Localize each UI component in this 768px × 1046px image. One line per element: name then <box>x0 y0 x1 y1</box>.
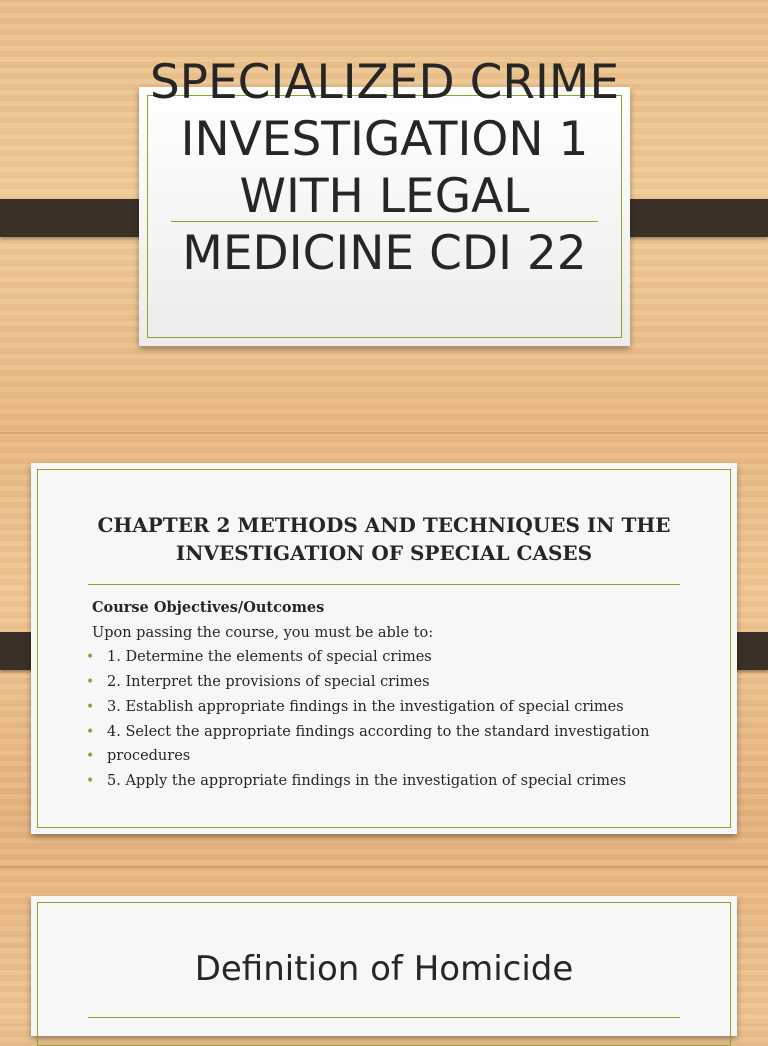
slide-2-thumbnail[interactable] <box>31 463 737 834</box>
objective-text: 5. Apply the appropriate findings in the investigation of special crimes <box>107 772 627 789</box>
slide-1-title: SPECIALIZED CRIME INVESTIGATION 1 WITH LEGAL MEDICINE CDI 22 <box>149 55 620 281</box>
objective-text: 2. Interpret the provisions of special crimes <box>107 674 430 691</box>
slide-strap-right <box>613 199 768 237</box>
slide-strap-left <box>0 199 155 237</box>
bullet-icon: • <box>86 748 95 765</box>
slide-2-heading: CHAPTER 2 METHODS AND TECHNIQUES IN THE INVESTIGATION OF SPECIAL CASES <box>97 513 671 565</box>
bullet-icon: • <box>86 674 95 691</box>
slide-3-thumbnail[interactable] <box>31 896 737 1036</box>
objective-item <box>86 744 692 769</box>
objective-item <box>86 645 692 670</box>
objectives-intro: Upon passing the course, you must be able to: <box>92 624 434 641</box>
objectives-list <box>86 645 692 793</box>
slide-3-title: Definition of Homicide <box>194 949 574 989</box>
bullet-icon: • <box>86 723 95 740</box>
objectives-title: Course Objectives/Outcomes <box>92 599 325 616</box>
slide-2-body <box>86 596 692 794</box>
objective-item <box>86 695 692 720</box>
objective-item <box>86 720 692 745</box>
title-divider <box>88 1017 680 1018</box>
wood-seam <box>0 432 768 434</box>
objective-text: 4. Select the appropriate findings according to the standard investigation <box>107 723 650 740</box>
heading-divider <box>88 584 680 585</box>
wood-seam <box>0 866 768 868</box>
bullet-icon: • <box>86 772 95 789</box>
objective-text: 3. Establish appropriate findings in the investigation of special crimes <box>107 698 624 715</box>
slide-1-thumbnail[interactable] <box>139 55 630 346</box>
objective-item <box>86 670 692 695</box>
objective-item <box>86 769 692 794</box>
bullet-icon: • <box>86 649 95 666</box>
bullet-icon: • <box>86 698 95 715</box>
objective-text: procedures <box>107 748 191 765</box>
objective-text: 1. Determine the elements of special crimes <box>107 649 432 666</box>
